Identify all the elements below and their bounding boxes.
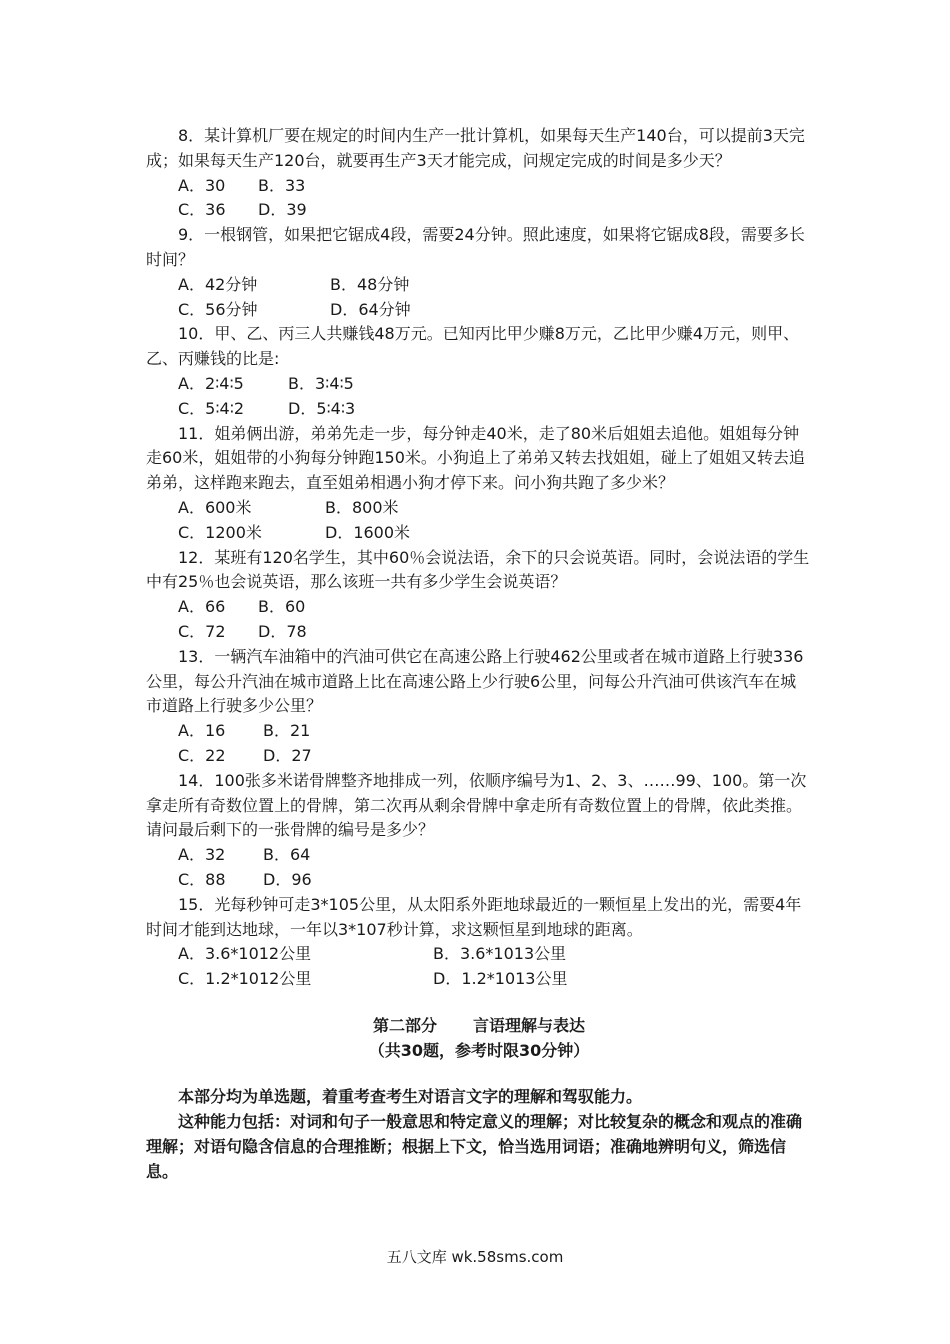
answer-option: B．800米 (325, 497, 399, 517)
question-list (146, 124, 812, 992)
answer-option: D．1600米 (325, 522, 411, 542)
intro-paragraph: 这种能力包括：对词和句子一般意思和特定意义的理解；对比较复杂的概念和观点的准确理解；对语句隐含信息的合理推断；根据上下文，恰当选用词语；准确地辨明句义，筛选信息。 (146, 1112, 803, 1181)
answer-option: D．39 (258, 200, 307, 220)
option-row (178, 967, 812, 992)
answer-option: B．3.6*1013公里 (433, 944, 567, 964)
section-name: 言语理解与表达 (473, 1015, 586, 1035)
question-item (146, 645, 812, 769)
answer-option: A．3.6*1012公里 (178, 944, 312, 964)
answer-option: B．3∶4∶5 (288, 373, 354, 393)
answer-option: A．32 (178, 845, 226, 865)
option-row (178, 868, 812, 893)
answer-option: B．21 (263, 721, 311, 741)
question-item (146, 546, 812, 645)
answer-option: A．16 (178, 721, 226, 741)
question-stem: 15．光每秒钟可走3*105公里，从太阳系外距地球最近的一颗恒星上发出的光，需要4年时间才能到达地球，一年以3*107秒计算，求这颗恒星到地球的距离。 (146, 894, 802, 939)
answer-options (146, 843, 812, 893)
option-row (178, 496, 812, 521)
option-row (178, 174, 812, 199)
question-stem: 13．一辆汽车油箱中的汽油可供它在高速公路上行驶462公里或者在城市道路上行驶336公里，每公升汽油在城市道路上比在高速公路上少行驶6公里，问每公升汽油可供该汽车在城市道路上行驶多少公里？ (146, 646, 804, 716)
answer-option: A．42分钟 (178, 274, 258, 294)
answer-option: D．78 (258, 621, 307, 641)
section-intro (146, 1085, 812, 1184)
answer-option: C．36 (178, 200, 226, 220)
option-row (178, 595, 812, 620)
option-row (178, 273, 812, 298)
answer-options (146, 174, 812, 224)
section-heading (146, 1014, 812, 1064)
answer-options (146, 942, 812, 992)
question-stem: 12．某班有120名学生，其中60％会说法语，余下的只会说英语。同时，会说法语的学生中有25％也会说英语，那么该班一共有多少学生会说英语？ (146, 547, 810, 592)
option-row (178, 719, 812, 744)
answer-option: A．600米 (178, 497, 252, 517)
answer-option: D．5∶4∶3 (288, 398, 356, 418)
answer-option: D．27 (263, 745, 312, 765)
question-item (146, 223, 812, 322)
answer-option: B．60 (258, 597, 306, 617)
question-item (146, 769, 812, 893)
question-stem: 14．100张多米诺骨牌整齐地排成一列，依顺序编号为1、2、3、……99、100。第一次拿走所有奇数位置上的骨牌，第二次再从剩余骨牌中拿走所有奇数位置上的骨牌，依此类推。请问最后剩下的一张骨牌的编号是多少？ (146, 770, 807, 840)
question-stem: 9．一根钢管，如果把它锯成4段，需要24分钟。照此速度，如果将它锯成8段，需要多长时间？ (146, 225, 805, 269)
question-stem: 11．姐弟俩出游，弟弟先走一步，每分钟走40米，走了80米后姐姐去追他。姐姐每分钟走60米，姐姐带的小狗每分钟跑150米。小狗追上了弟弟又转去找姐姐，碰上了姐姐又转去追弟弟，这样跑来跑去，直至姐弟相遇小狗才停下来。问小狗共跑了多少米？ (146, 423, 805, 493)
answer-option: A．2∶4∶5 (178, 373, 244, 393)
question-stem: 8．某计算机厂要在规定的时间内生产一批计算机，如果每天生产140台，可以提前3天完成；如果每天生产120台，就要再生产3天才能完成，问规定完成的时间是多少天？ (146, 126, 805, 170)
answer-option: B．48分钟 (330, 274, 410, 294)
option-row (178, 521, 812, 546)
option-row (178, 843, 812, 868)
answer-option: D．96 (263, 869, 312, 889)
answer-option: C．56分钟 (178, 299, 258, 319)
answer-option: B．33 (258, 175, 306, 195)
answer-options (146, 273, 812, 323)
answer-option: C．22 (178, 745, 226, 765)
section-subtitle: （共30题，参考时限30分钟） (368, 1040, 590, 1060)
section-title (146, 1014, 812, 1039)
answer-option: C．88 (178, 869, 226, 889)
answer-option: D．1.2*1013公里 (433, 969, 568, 989)
intro-paragraph: 本部分均为单选题，着重考查考生对语言文字的理解和驾驭能力。 (178, 1087, 643, 1107)
answer-option: A．66 (178, 597, 226, 617)
option-row (178, 942, 812, 967)
answer-option: C．72 (178, 621, 226, 641)
answer-option: C．1.2*1012公里 (178, 969, 312, 989)
answer-options (146, 719, 812, 769)
answer-option: B．64 (263, 845, 311, 865)
answer-options (146, 496, 812, 546)
answer-option: A．30 (178, 175, 226, 195)
answer-options (146, 372, 812, 422)
option-row (178, 744, 812, 769)
question-item (146, 322, 812, 421)
answer-options (146, 595, 812, 645)
page-footer: 五八文库 wk.58sms.com (386, 1248, 564, 1266)
answer-option: C．5∶4∶2 (178, 398, 245, 418)
option-row (178, 372, 812, 397)
document-content (146, 124, 812, 1185)
question-stem: 10．甲、乙、丙三人共赚钱48万元。已知丙比甲少赚8万元，乙比甲少赚4万元，则甲、乙、丙赚钱的比是: (146, 324, 800, 369)
answer-option: D．64分钟 (330, 299, 411, 319)
question-item (146, 893, 812, 992)
option-row (178, 298, 812, 323)
question-item (146, 124, 812, 223)
section-part: 第二部分 (372, 1015, 437, 1035)
option-row (178, 397, 812, 422)
option-row (178, 620, 812, 645)
option-row (178, 198, 812, 223)
question-item (146, 422, 812, 546)
answer-option: C．1200米 (178, 522, 262, 542)
